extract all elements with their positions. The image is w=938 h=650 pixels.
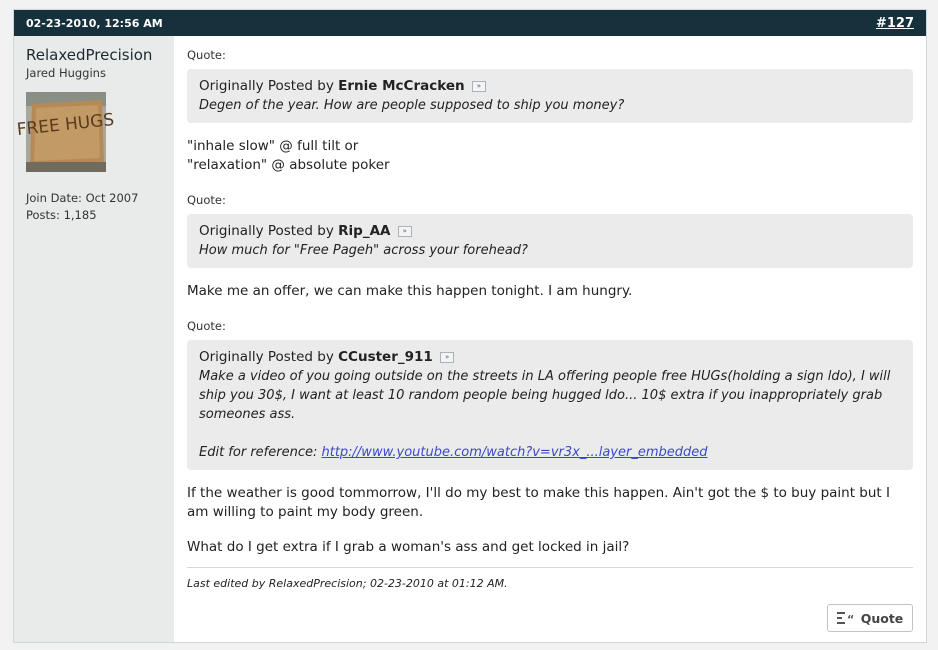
quote-header	[199, 77, 901, 96]
quote-block	[187, 69, 913, 123]
view-post-icon[interactable]: »	[440, 352, 454, 363]
forum-post	[13, 9, 927, 643]
quote-label: Quote:	[187, 319, 226, 333]
view-post-icon[interactable]: »	[398, 226, 412, 237]
quote-block	[187, 214, 913, 268]
quote-label: Quote:	[187, 48, 226, 62]
quote-author: CCuster_911	[338, 349, 433, 365]
join-date: Join Date: Oct 2007	[26, 191, 139, 205]
view-post-icon[interactable]: »	[472, 81, 486, 92]
quote-block	[187, 340, 913, 470]
quote-button[interactable]	[827, 604, 913, 632]
quote-label: Quote:	[187, 193, 226, 207]
user-info-panel	[14, 36, 174, 642]
avatar-image	[15, 92, 116, 172]
reply-line: "relaxation" @ absolute poker	[187, 157, 390, 173]
quote-text: Make a video of you going outside on the streets in LA offering people free HUGs(holding a sign ldo), I will ship you 30$, I want at least 10 random people being hugged ldo... 10$ extra if you inappropriately grab someones ass.	[199, 369, 891, 422]
post-date: 02-23-2010, 12:56 AM	[26, 16, 163, 30]
quote-text: How much for "Free Pageh" across your forehead?	[199, 243, 528, 258]
quote-author: Ernie McCracken	[338, 78, 465, 94]
originally-posted-by: Originally Posted by	[199, 78, 334, 94]
edit-prefix: Edit for reference:	[199, 445, 322, 460]
avatar[interactable]	[15, 92, 116, 172]
originally-posted-by: Originally Posted by	[199, 223, 334, 239]
post-count: Posts: 1,185	[26, 208, 97, 222]
quote-icon	[837, 611, 855, 625]
reply-line: "inhale slow" @ full tilt or	[187, 138, 359, 154]
youtube-link[interactable]: http://www.youtube.com/watch?v=vr3x_...layer_embedded	[321, 445, 708, 460]
quote-text: Degen of the year. How are people supposed to ship you money?	[199, 98, 625, 113]
svg-text:“: “	[846, 613, 854, 626]
avatar-sign-text: FREE HUGS	[15, 109, 116, 141]
post-content	[174, 36, 926, 642]
reply-line: What do I get extra if I grab a woman's ass and get locked in jail?	[187, 539, 630, 555]
username-link[interactable]: RelaxedPrecision	[26, 46, 153, 64]
quote-edit-line	[199, 443, 901, 462]
post-number-link[interactable]: #127	[875, 15, 914, 31]
originally-posted-by: Originally Posted by	[199, 349, 334, 365]
user-title: Jared Huggins	[26, 66, 106, 80]
reply-line: Make me an offer, we can make this happen tonight. I am hungry.	[187, 283, 633, 299]
quote-header	[199, 222, 901, 241]
last-edited-note: Last edited by RelaxedPrecision; 02-23-2010 at 01:12 AM.	[187, 567, 913, 593]
user-meta	[26, 190, 162, 224]
quote-header	[199, 348, 901, 367]
quote-button-label: Quote	[860, 610, 904, 626]
reply-line: If the weather is good tommorrow, I'll do my best to make this happen. Ain't got the $ to buy paint but I am willing to paint my body green.	[187, 485, 890, 520]
quote-author: Rip_AA	[338, 223, 391, 239]
post-header	[14, 10, 926, 36]
